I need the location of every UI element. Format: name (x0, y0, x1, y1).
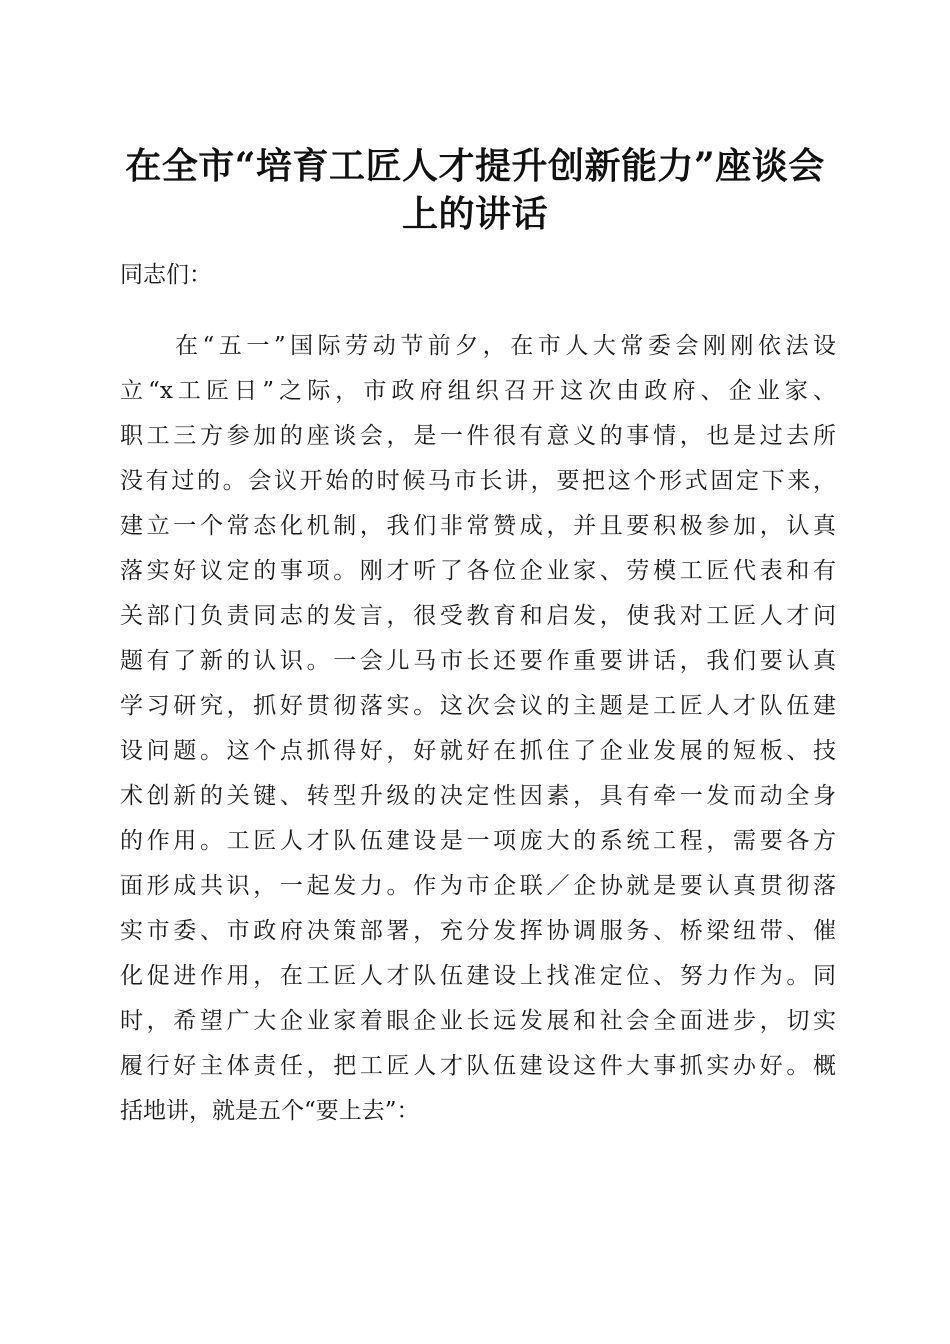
document-title-line-1: 在全市“培育工匠人才提升创新能力”座谈会 (125, 145, 825, 187)
paragraph-line: 时，希望广大企业家着眼企业长远发展和社会全面进步，切实 (120, 1008, 836, 1034)
paragraph-line: 面形成共识，一起发力。作为市企联／企协就是要认真贯彻落 (120, 873, 836, 899)
document-title-line-2: 上的讲话 (401, 193, 548, 235)
paragraph-line: 建立一个常态化机制，我们非常赞成，并且要积极参加，认真 (120, 513, 836, 539)
salutation: 同志们： (120, 262, 212, 288)
paragraph-line: 履行好主体责任，把工匠人才队伍建设这件大事抓实办好。概 (120, 1053, 836, 1079)
paragraph-line: 关部门负责同志的发言，很受教育和启发，使我对工匠人才问 (120, 603, 836, 629)
paragraph-line: 的作用。工匠人才队伍建设是一项庞大的系统工程，需要各方 (120, 828, 836, 854)
paragraph-line: 没有过的。会议开始的时候马市长讲，要把这个形式固定下来， (120, 468, 836, 494)
paragraph-line: 学习研究，抓好贯彻落实。这次会议的主题是工匠人才队伍建 (120, 693, 836, 719)
paragraph-line: 题有了新的认识。一会儿马市长还要作重要讲话，我们要认真 (120, 648, 836, 674)
paragraph-line: 职工三方参加的座谈会，是一件很有意义的事情，也是过去所 (120, 423, 836, 449)
paragraph-line: 术创新的关键、转型升级的决定性因素，具有牵一发而动全身 (120, 783, 836, 809)
paragraph-line: 落实好议定的事项。刚才听了各位企业家、劳模工匠代表和有 (120, 558, 836, 584)
paragraph-line: 化促进作用，在工匠人才队伍建设上找准定位、努力作为。同 (120, 963, 836, 989)
paragraph-line-last: 括地讲，就是五个“要上去”： (120, 1098, 420, 1124)
paragraph-line: 设问题。这个点抓得好，好就好在抓住了企业发展的短板、技 (120, 738, 836, 764)
paragraph-line: 实市委、市政府决策部署，充分发挥协调服务、桥梁纽带、催 (120, 918, 836, 944)
paragraph-line: 在“五一”国际劳动节前夕，在市人大常委会刚刚依法设 (120, 333, 836, 359)
paragraph-line: 立“x工匠日”之际，市政府组织召开这次由政府、企业家、 (120, 378, 836, 404)
